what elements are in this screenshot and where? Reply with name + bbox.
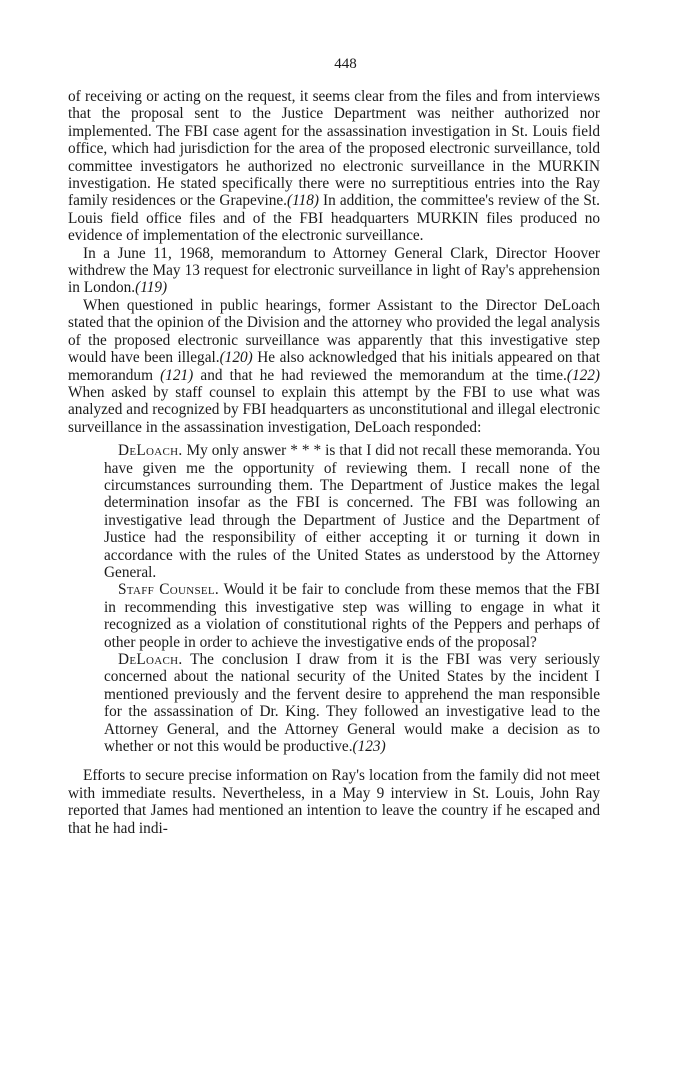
- text-run: My only answer * * * is that I did not recall these memoranda. You have given me the opportunity of reviewing them. I recall none of the circumstances surrounding them. The Department of Justice makes the legal determination insofar as the FBI is concerned. The FBI was following an investigative lead through the Department of Justice and the Department of Justice had the responsibility of either accepting it or turning it down in accordance with the rules of the United States as understood by the Attorney General.: [104, 442, 600, 581]
- body-text: [68, 88, 600, 837]
- testimony-line: [104, 581, 600, 651]
- text-run: In a June 11, 1968, memorandum to Attorney General Clark, Director Hoover withdrew the May 13 request for electronic surveillance in light of Ray's apprehension in London.: [68, 244, 600, 297]
- speaker: DeLoach.: [118, 651, 183, 668]
- testimony-line: [104, 651, 600, 755]
- text-run: He also acknowledged that his initials appeared on that memorandum: [68, 349, 600, 384]
- footnote-ref: (122): [566, 366, 600, 384]
- testimony-quote: [104, 442, 600, 755]
- text-run: In addition, the committee's review of the St. Louis field office files and of the FBI headquarters MURKIN files produced no evidence of implementation of the electronic surveillance.: [68, 192, 600, 245]
- text-run: Would it be fair to conclude from these memos that the FBI in recommending this investigative step was willing to engage in what it recognized as a violation of constitutional rights of the Peppers and perhaps of other people in order to achieve the investigative ends of the proposal?: [104, 581, 600, 651]
- footnote-ref: (119): [135, 279, 168, 297]
- page-number: 448: [334, 56, 357, 72]
- text-run: When questioned in public hearings, former Assistant to the Director DeLoach stated that the opinion of the Division and the attorney who provided the legal analysis of the proposed electronic surveillance was apparently that this investigative step would have been illegal.: [68, 296, 600, 367]
- paragraph: [68, 297, 600, 436]
- speaker: DeLoach.: [118, 442, 183, 460]
- footnote-ref: (118): [286, 192, 319, 210]
- paragraph: [68, 88, 600, 245]
- footnote-ref: (120): [219, 349, 253, 367]
- footnote-ref: (121): [160, 366, 194, 384]
- text-run: and that he had reviewed the memorandum at the time.: [193, 366, 567, 384]
- text-run: Efforts to secure precise information on Ray's location from the family did not meet with immediate results. Nevertheless, in a May 9 interview in St. Louis, John Ray reported that James had mentioned an intention to leave the country if he escaped and that he had indi-: [68, 767, 600, 837]
- paragraph: [68, 767, 600, 837]
- speaker: Staff Counsel.: [118, 581, 220, 599]
- text-run: of receiving or acting on the request, it seems clear from the files and from interviews that the proposal sent to the Justice Department was neither authorized nor implemented. The FBI case agent for the assassination investigation in St. Louis field office, which had jurisdiction for the area of the proposed electronic surveillance, told committee investigators he authorized no electronic surveillance in the MURKIN investigation. He stated specifically there were no surreptitious entries into the Ray family residences or the Grapevine.: [68, 88, 600, 210]
- text-run: The conclusion I draw from it is the FBI was very seriously concerned about the national security of the United States by the incident I mentioned previously and the fervent desire to apprehend the man responsible for the assassination of Dr. King. They followed an investigative lead to the Attorney General, and the Attorney General would make a decision as to whether or not this would be productive.: [104, 651, 600, 756]
- paragraph: [68, 245, 600, 297]
- text-run: When asked by staff counsel to explain this attempt by the FBI to use what was analyzed and recognized by FBI headquarters as unconstitutional and illegal electronic surveillance in the assassination investigation, DeLoach responded:: [68, 383, 600, 436]
- testimony-line: [104, 442, 600, 581]
- footnote-ref: (123): [352, 738, 386, 756]
